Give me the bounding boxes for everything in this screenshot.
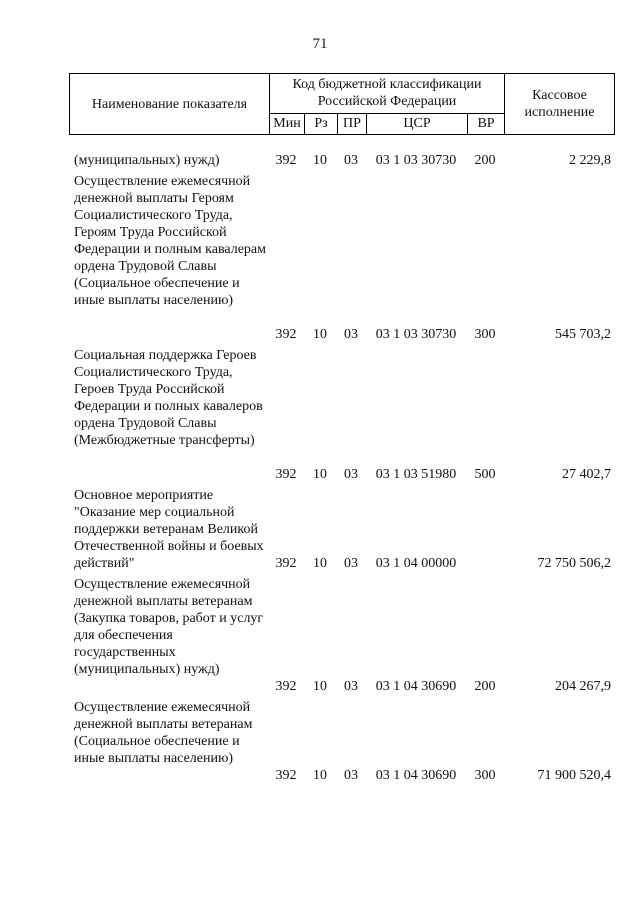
header-amount: Кассовое исполнение [505,74,615,135]
row-csr: 03 1 03 30730 [375,153,457,168]
table-row [0,699,640,784]
row-pr: 03 [344,768,358,783]
table-row [0,173,640,343]
row-pr: 03 [344,679,358,694]
row-rz: 10 [313,556,327,571]
row-min: 392 [275,327,297,342]
row-amount: 204 267,9 [555,679,611,694]
row-csr: 03 1 04 30690 [375,768,457,783]
row-amount: 545 703,2 [555,327,611,342]
row-min: 392 [275,556,297,571]
row-name: Осуществление ежемесячной денежной выплаты ветеранам (Социальное обеспечение и иные выплаты населению) [74,700,253,766]
header-min: Мин [270,113,305,134]
header-csr: ЦСР [367,113,468,134]
table-header [69,73,615,135]
row-name: Осуществление ежемесячной денежной выплаты Героям Социалистического Труда, Героям Труда Российской Федерации и полным кавалерам ордена Трудовой Славы (Социальное обеспечение и иные выплаты населению) [74,174,267,308]
row-min: 392 [275,467,297,482]
row-amount: 2 229,8 [569,153,611,168]
row-csr: 03 1 03 51980 [375,467,457,482]
header-vr: ВР [468,113,505,134]
page-number: 71 [312,36,328,52]
row-vr: 200 [474,153,496,168]
table-row [0,487,640,572]
header-rz: Рз [305,113,338,134]
row-name: (муниципальных) нужд) [74,153,220,168]
row-rz: 10 [313,153,327,168]
row-min: 392 [275,768,297,783]
row-rz: 10 [313,679,327,694]
row-rz: 10 [313,467,327,482]
row-csr: 03 1 04 00000 [375,556,457,571]
row-min: 392 [275,679,297,694]
row-vr: 300 [474,768,496,783]
row-pr: 03 [344,153,358,168]
row-name: Осуществление ежемесячной денежной выплаты ветеранам (Закупка товаров, работ и услуг для обеспечения государственных (муниципальных) нужд) [74,577,264,677]
header-pr: ПР [338,113,367,134]
row-min: 392 [275,153,297,168]
row-vr: 300 [474,327,496,342]
row-amount: 27 402,7 [562,467,611,482]
table-body [0,152,640,788]
row-pr: 03 [344,467,358,482]
row-amount: 71 900 520,4 [537,768,611,783]
header-name: Наименование показателя [70,74,270,135]
row-name: Социальная поддержка Героев Социалистического Труда, Героев Труда Российской Федерации и полных кавалеров ордена Трудовой Славы (Межбюджетные трансферты) [74,348,263,448]
row-rz: 10 [313,327,327,342]
row-amount: 72 750 506,2 [537,556,611,571]
row-csr: 03 1 03 30730 [375,327,457,342]
header-code-group: Код бюджетной классификации Российской Федерации [270,74,505,114]
table-row [0,347,640,483]
row-csr: 03 1 04 30690 [375,679,457,694]
table-row [0,152,640,169]
row-vr: 200 [474,679,496,694]
row-rz: 10 [313,768,327,783]
row-pr: 03 [344,327,358,342]
row-pr: 03 [344,556,358,571]
table-row [0,576,640,695]
row-vr: 500 [474,467,496,482]
row-name: Основное мероприятие "Оказание мер социальной поддержки ветеранам Великой Отечественной войны и боевых действий" [74,488,264,571]
